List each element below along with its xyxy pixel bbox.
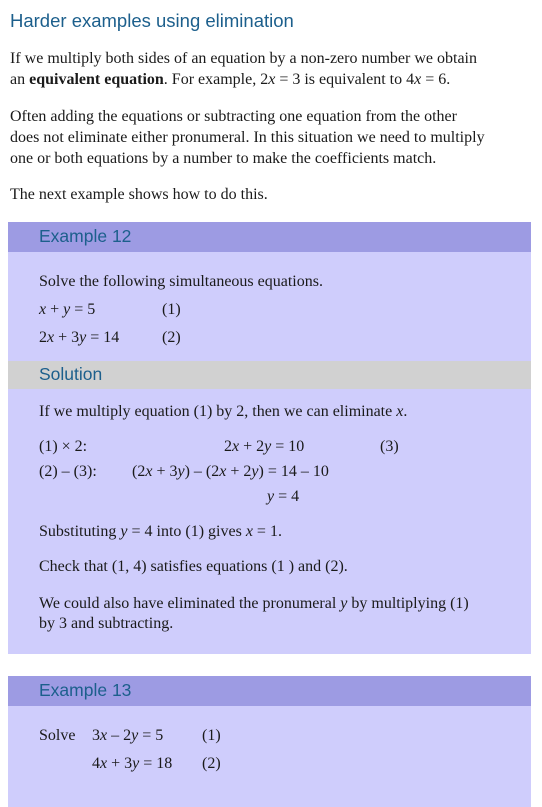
example-12-header [8,222,531,252]
intro-paragraph-1 [10,48,530,90]
example-13-header [8,676,531,706]
intro-paragraph-2 [10,106,530,169]
step-1-equation: 2x + 2y = 10 [224,438,305,455]
step-3-result: y = 4 [267,488,300,505]
intro-p1-line2: an equivalent equation. For example, 2x = 3 is equivalent to 4x = 6. [10,71,451,88]
substitution-line: Substituting y = 4 into (1) gives x = 1. [39,523,282,540]
step-2-operation: (2) – (3): [39,463,97,480]
step-1-operation: (1) × 2: [39,438,88,455]
intro-p2-line1: Often adding the equations or subtracting one equation from the other [10,108,457,125]
step-2-equation: (2x + 3y) – (2x + 2y) = 14 – 10 [132,463,329,480]
example-12-title: Example 12 [39,226,132,246]
example-13-equation-2-label: (2) [202,755,221,772]
example-13-title: Example 13 [39,680,132,700]
intro-p2-line3: one or both equations by a number to make the coefficients match. [10,150,437,167]
intro-p1-line1: If we multiply both sides of an equation by a non-zero number we obtain [10,50,477,67]
solution-intro-line: If we multiply equation (1) by 2, then we can eliminate x. [39,403,408,420]
solution-title: Solution [39,364,103,384]
example-13-equation-1: 3x – 2y = 5 [92,727,164,744]
example-12-equation-1-label: (1) [162,301,181,318]
example-12-prompt: Solve the following simultaneous equations. [39,273,323,290]
solution-header [8,361,531,389]
example-13-prompt: Solve [39,727,76,744]
intro-paragraph-3: The next example shows how to do this. [10,186,268,203]
equivalent-equation-term: equivalent equation [29,71,164,88]
example-13-equation-2: 4x + 3y = 18 [92,755,173,772]
example-13-box [8,676,531,807]
alternative-line-2: by 3 and subtracting. [39,615,174,632]
example-12-equation-1: x + y = 5 [39,301,96,318]
example-12-box [8,222,531,654]
check-line: Check that (1, 4) satisfies equations (1 ) and (2). [39,558,348,575]
section-heading: Harder examples using elimination [10,10,294,31]
example-12-equation-2: 2x + 3y = 14 [39,329,120,346]
step-1-label: (3) [380,438,399,455]
alternative-line-1: We could also have eliminated the pronumeral y by multiplying (1) [39,595,469,612]
example-12-equation-2-label: (2) [162,329,181,346]
example-13-equation-1-label: (1) [202,727,221,744]
intro-p2-line2: does not eliminate either pronumeral. In this situation we need to multiply [10,129,485,146]
